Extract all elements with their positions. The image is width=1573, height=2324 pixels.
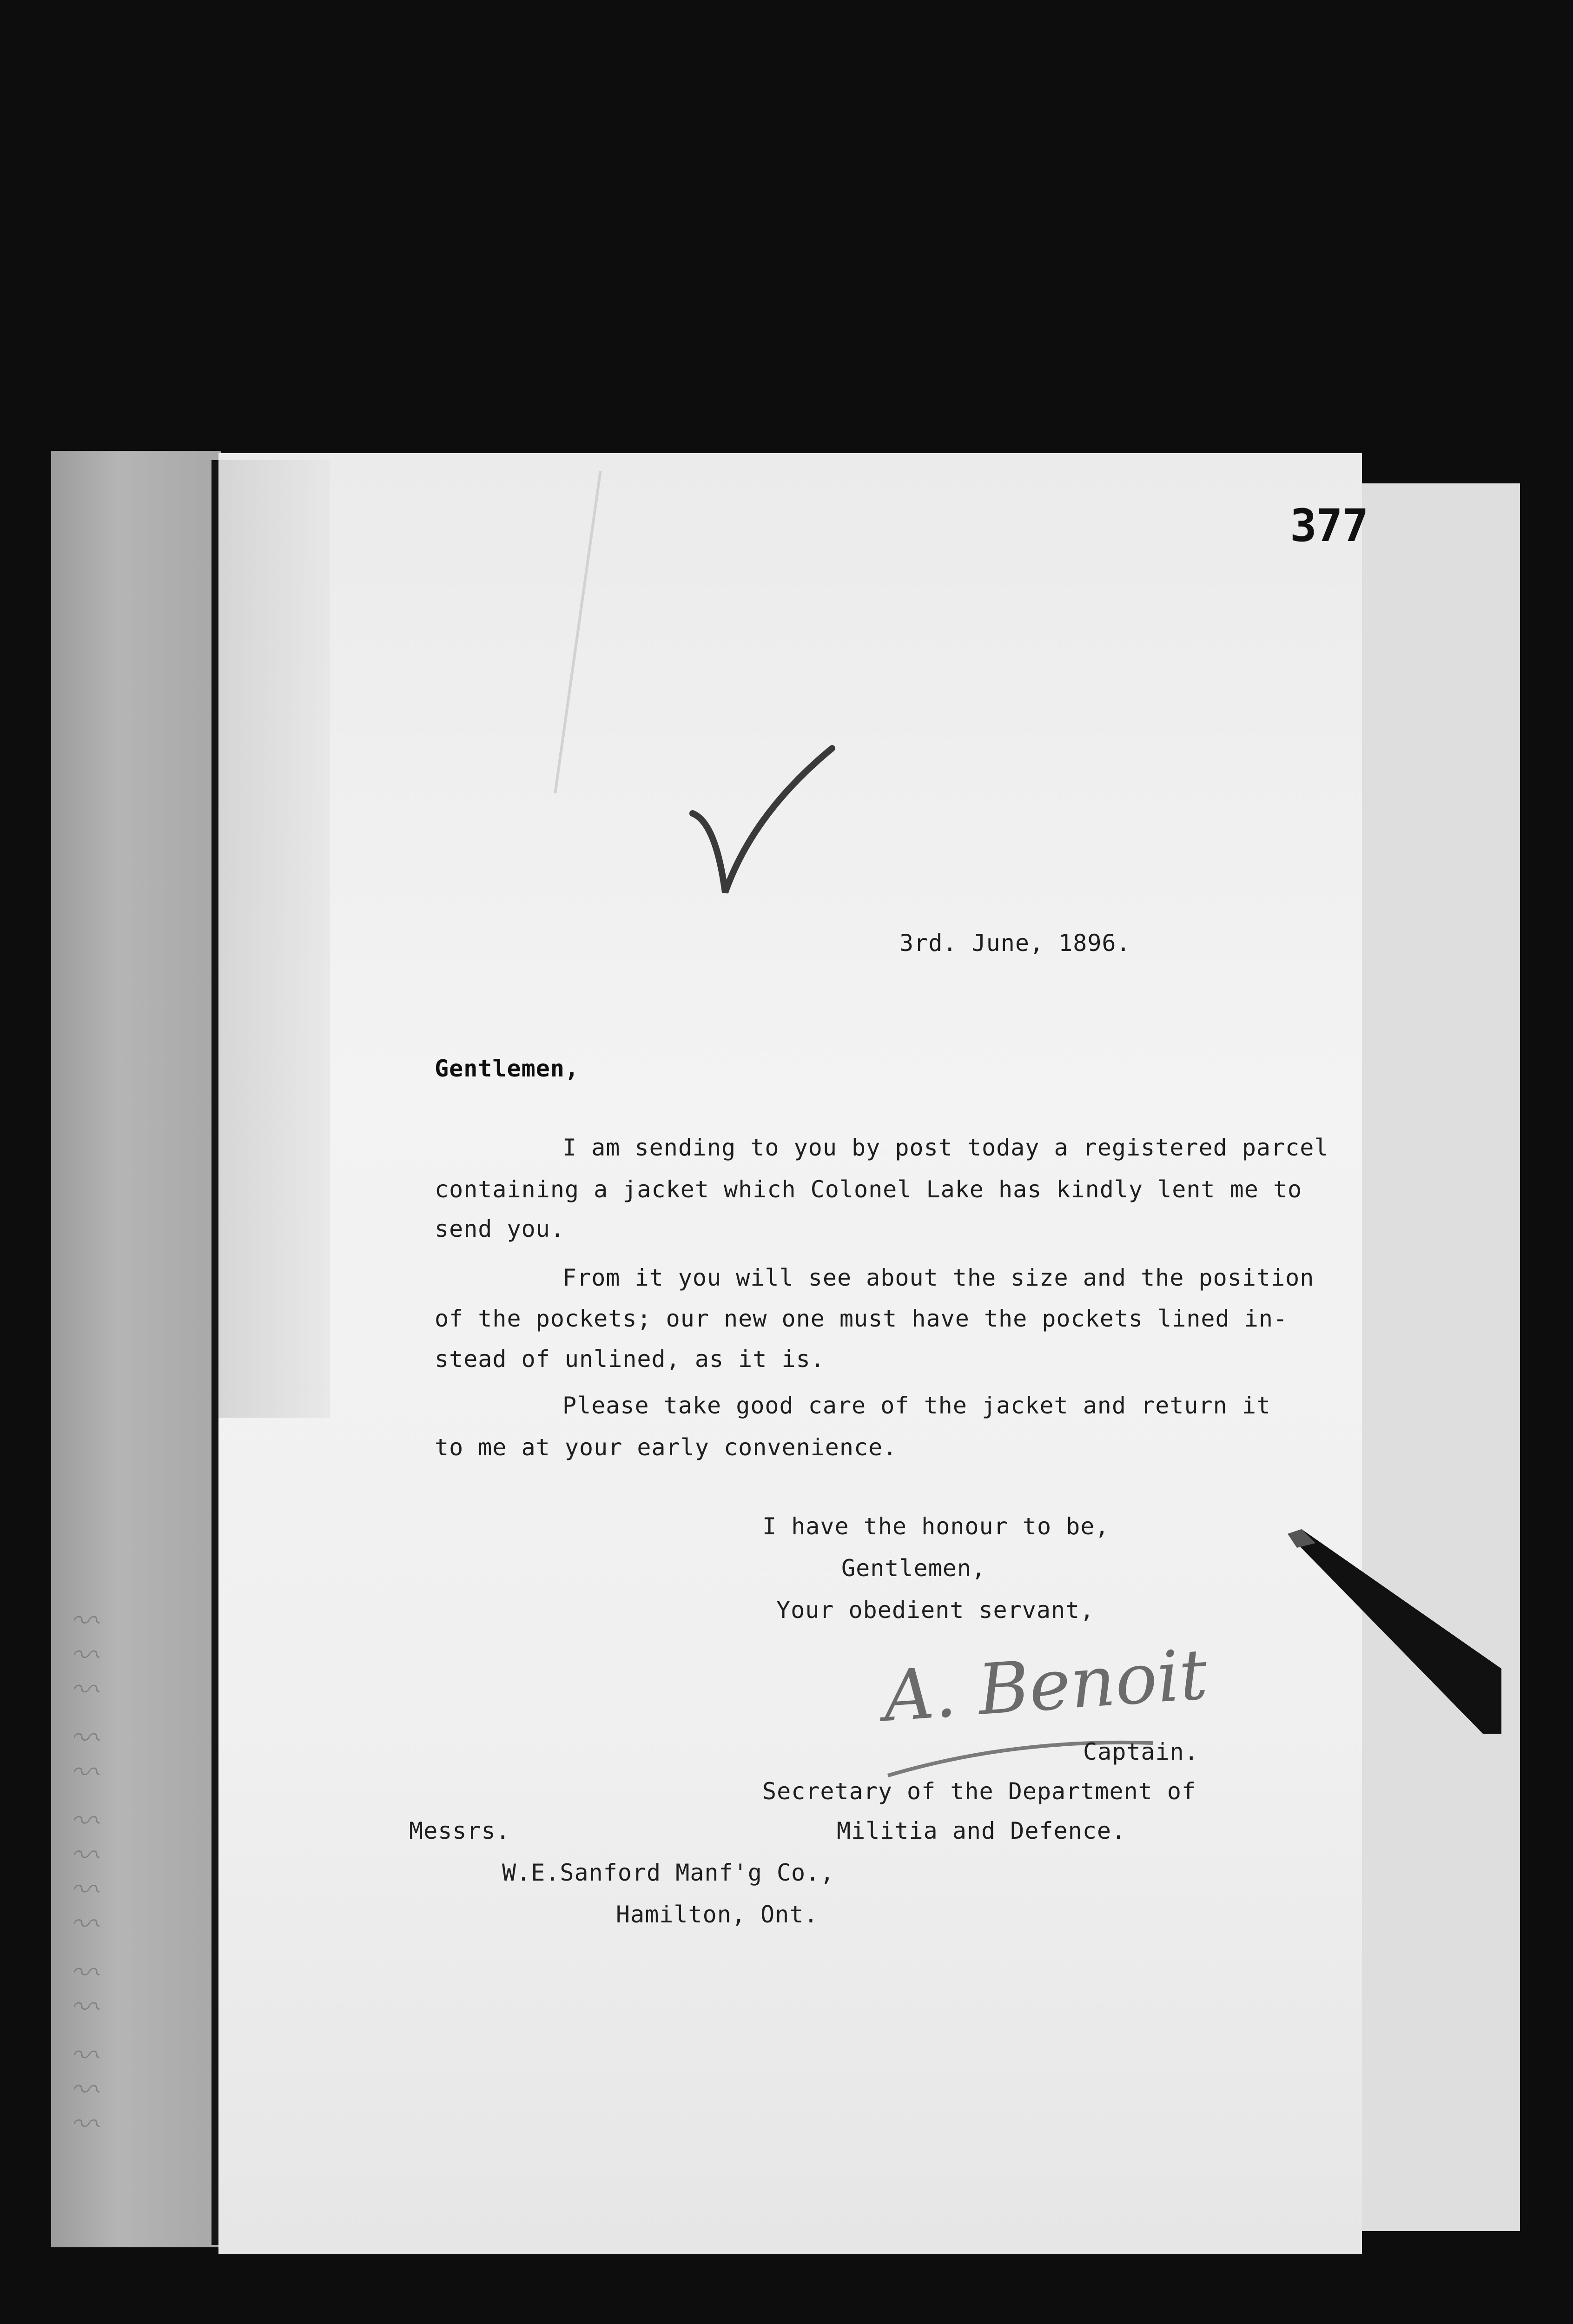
page-fold <box>218 460 330 1418</box>
addressee-line: Messrs. <box>409 1817 510 1844</box>
letter-date: 3rd. June, 1896. <box>899 930 1131 957</box>
back-sheet <box>1334 483 1520 2231</box>
addressee-line: Hamilton, Ont. <box>616 1901 819 1928</box>
body-line: to me at your early convenience. <box>435 1434 898 1461</box>
body-line: of the pockets; our new one must have the pockets lined in- <box>435 1305 1288 1332</box>
checkmark-icon <box>688 744 837 897</box>
folio-number: 377 <box>1290 500 1368 552</box>
body-line: Please take good care of the jacket and return it <box>562 1392 1271 1419</box>
salutation: Gentlemen, <box>435 1055 580 1082</box>
body-line: send you. <box>435 1215 565 1242</box>
closing-line: Gentlemen, <box>841 1555 986 1582</box>
bleed-through-handwriting: 〰〰〰 〰〰 〰〰〰〰 〰〰 〰〰〰 <box>74 1600 108 2138</box>
body-line: I am sending to you by post today a registered parcel <box>562 1134 1329 1161</box>
body-line: stead of unlined, as it is. <box>435 1346 825 1373</box>
handwritten-signature: A. Benoit <box>880 1634 1210 1738</box>
closing-line: I have the honour to be, <box>762 1513 1110 1540</box>
addressee-line: W.E.Sanford Manf'g Co., <box>502 1859 835 1886</box>
signer-title: Militia and Defence. <box>837 1817 1126 1844</box>
body-line: From it you will see about the size and the position <box>562 1264 1315 1291</box>
signer-title: Secretary of the Department of <box>762 1778 1196 1805</box>
signer-title: Captain. <box>1083 1738 1199 1765</box>
closing-line: Your obedient servant, <box>776 1597 1095 1624</box>
pen-icon <box>1288 1529 1501 1734</box>
body-line: containing a jacket which Colonel Lake has kindly lent me to <box>435 1176 1302 1203</box>
